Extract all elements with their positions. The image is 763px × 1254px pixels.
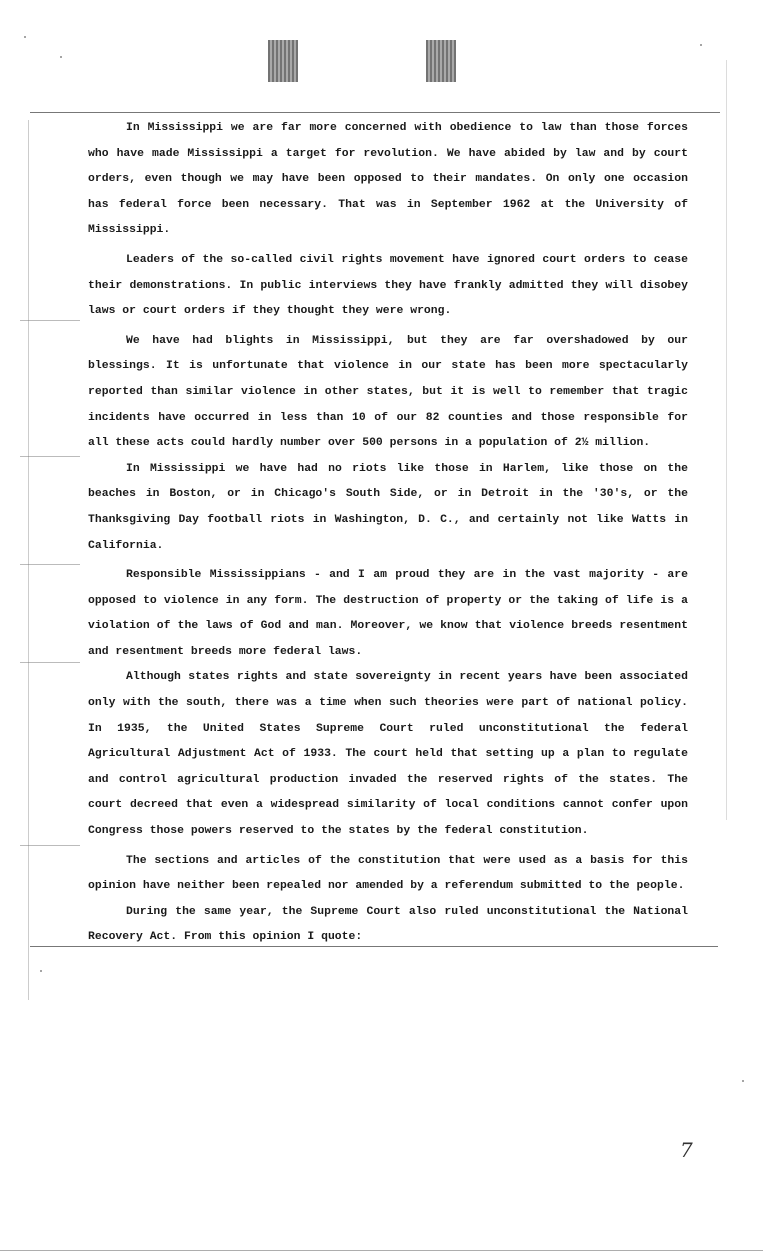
paragraph: We have had blights in Mississippi, but they are far overshadowed by our blessings. It is unfortunate that violence in our state has been more spectacularly reported than similar violence in other states, but it is well to remember that tragic incidents have occurred in less than 10 of our 82 counties and those responsible for all these acts could hardly number over 500 persons in a population of 2½ million. [88, 334, 688, 450]
scan-edge-right [726, 60, 727, 820]
page-number-mark: 7 [680, 1138, 693, 1162]
paragraph: In Mississippi we have had no riots like those in Harlem, like those on the beaches in Boston, or in Chicago's South Side, or in Detroit in the '30's, or the Thanksgiving Day football riots in Washington, D. C., and certainly not like Watts in California. [88, 462, 688, 552]
paragraph: Responsible Mississippians - and I am proud they are in the vast majority - are opposed to violence in any form. The destruction of property or the taking of life is a violation of the laws of God and man. Moreover, we know that violence breeds resentment and resentment breeds more federal laws. [88, 569, 688, 658]
paragraph: Leaders of the so-called civil rights movement have ignored court orders to cease their demonstrations. In public interviews they have frankly admitted they will disobey laws or court orders if they thought they were wrong. [88, 253, 688, 318]
scan-speck [40, 970, 42, 972]
scan-line-mid-1 [20, 320, 80, 321]
paragraph: In Mississippi we are far more concerned with obedience to law than those forces who have made Mississippi a target for revolution. We have abided by law and by court orders, even though we may have been opposed to their mandates. On only one occasion has federal force been necessary. That was in September 1962 at the University of Mississippi. [88, 122, 688, 237]
scan-speck [24, 36, 26, 38]
scan-line-mid-3 [20, 564, 80, 565]
scan-line-mid-2 [20, 456, 80, 457]
scan-speck [700, 44, 702, 46]
scan-line-mid-5 [20, 845, 80, 846]
paragraph: During the same year, the Supreme Court also ruled unconstitutional the National Recovery Act. From this opinion I quote: [88, 905, 688, 944]
scan-speck [742, 1080, 744, 1082]
scan-line-top [30, 112, 720, 113]
paragraph: Although states rights and state sovereignty in recent years have been associated only with the south, there was a time when such theories were part of national policy. In 1935, the United States Supreme Court ruled unconstitutional the federal Agricultural Adjustment Act of 1933. The court held that setting up a plan to regulate and control agricultural production invaded the reserved rights of the states. The court decreed that even a widespread similarity of local conditions cannot confer upon Congress those powers reserved to the states by the federal constitution. [88, 671, 688, 838]
paragraph: The sections and articles of the constitution that were used as a basis for this opinion have neither been repealed nor amended by a referendum submitted to the people. [88, 854, 688, 893]
binder-clip-right [426, 40, 456, 82]
scan-line-footer [0, 1250, 763, 1251]
scan-line-mid-4 [20, 662, 80, 663]
body-text [88, 116, 688, 951]
scan-edge-left [28, 120, 29, 1000]
binder-clip-left [268, 40, 298, 82]
scan-speck [60, 56, 62, 58]
